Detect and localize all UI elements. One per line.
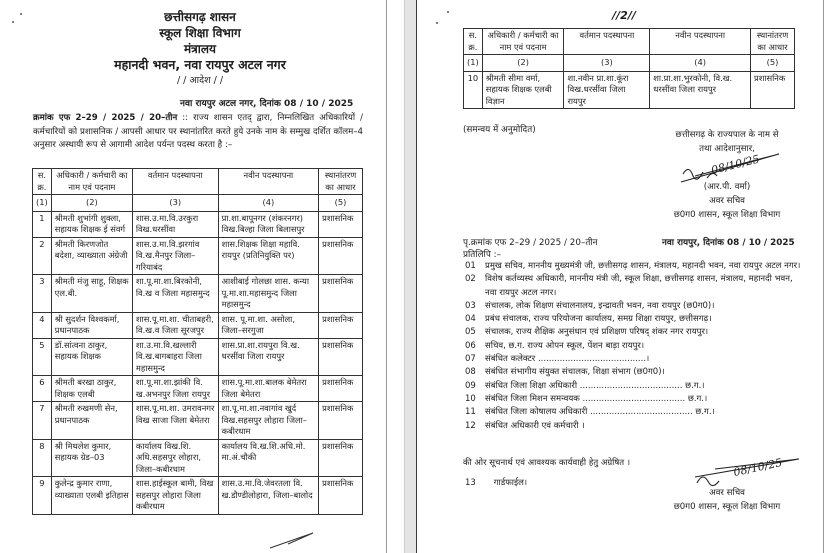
row-employee-name: श्रीमती रुखमणी सेन, प्रधानपाठक (51, 402, 132, 440)
row-current-posting: शा.पू.मा.शा.बिरकोनी, वि.ख व जिला महासमुन्द (132, 275, 218, 313)
table-header-row (33, 169, 363, 195)
row-current-posting: शास.पू.मा.शा. चीताबहरी, वि.ख.व जिला सूरजपुर (132, 312, 218, 338)
row-serial-number: 5 (33, 338, 52, 376)
row-employee-name: श्रीमती किरणजोत बदेशा, व्याख्याता अंग्रेजी (51, 237, 132, 275)
row-transfer-basis: प्रशासनिक (319, 402, 363, 440)
col-header-name: अधिकारी / कर्मचारी का नाम एवं पदनाम (482, 29, 564, 55)
copy-item-text: प्रमुख सचिव, माननीय मुख्यमंत्री जी, छत्तीसगढ़ शासन, मंत्रालय, महानदी भवन, नवा रायपुर अटल नगर। (485, 261, 801, 271)
letterhead (20, 0, 380, 90)
row-transfer-basis: प्रशासनिक (319, 211, 363, 237)
transfer-table-page2 (463, 28, 795, 109)
row-current-posting: शा.उ.मा.वि.खल्लारी वि.ख.बागबाहरा जिला महासमुन्द (132, 338, 218, 376)
table-row (33, 312, 363, 338)
row-transfer-basis: प्रशासनिक (319, 439, 363, 477)
row-serial-number: 10 (464, 71, 483, 109)
row-employee-name: कुलेन्द्र कुमार राणा, व्याख्याता एलबी इतिहास (51, 477, 132, 515)
copy-list-item (465, 353, 805, 366)
row-current-posting: शास.पू.मा.शा. उमरावनगर विख साजा जिला बेमेतरा (132, 402, 218, 440)
signatory-office: छ0ग0 शासन, स्कूल शिक्षा विभाग (673, 210, 781, 220)
row-serial-number: 3 (33, 275, 52, 313)
copy-item-text: संबंधित अधिकारी एवं कर्मचारी । (485, 420, 585, 431)
col-header-current-posting: वर्तमान पदस्थापना (564, 29, 650, 55)
row-new-posting: प्रा.शा.बापूनगर (शंकरनगर) विख.बिल्हा जिला बिलासपुर (218, 211, 318, 237)
copy-item-text: प्रबंध संचालक, राज्य परियोजना कार्यालय, समग्र शिक्षा रायपुर, छत्तीसगढ़। (485, 314, 712, 325)
table-row (33, 338, 363, 376)
col-header-new-posting: नवीन पदस्थापना (218, 169, 318, 195)
transfer-table-page1 (32, 168, 363, 515)
row-transfer-basis: प्रशासनिक (319, 477, 363, 515)
order-paragraph (33, 112, 363, 153)
copy-item-number: 06 (465, 340, 476, 351)
copy-list-item (465, 393, 805, 406)
col-header-sno: स. क्र. (33, 169, 52, 195)
approval-note: (समन्वय में अनुमोदित) (463, 125, 536, 135)
forwarding-note: की ओर सूचनार्थ एवं आवश्यक कार्यवाही हेतु अग्रेषित । (463, 458, 631, 468)
signature-date-handwriting: 08/10/25 (709, 152, 761, 177)
copy-list-item (465, 326, 805, 339)
row-current-posting: शास.उ.मा.वि.उरकुरा विख.धरसींवा (132, 211, 218, 237)
row-current-posting: शा.पू.मा.शा.झांकी वि. ख.अभनपुर जिला रायपुर (132, 376, 218, 402)
row-employee-name: श्रीमती मंजु साहू, शिक्षक एल.बी. (51, 275, 132, 313)
header-order-title: / / आदेश / / (176, 75, 224, 86)
copy-list-item (465, 273, 805, 300)
col-number: (5) (319, 195, 363, 212)
copy-list-item (465, 380, 805, 393)
copy-list-item (465, 340, 805, 353)
scan-speck (436, 22, 438, 24)
row-transfer-basis: प्रशासनिक (319, 275, 363, 313)
table-row (33, 402, 363, 440)
table-row (33, 237, 363, 275)
order-reference-number: क्रमांक एफ 2–29 / 2025 / 20–तीन (33, 113, 178, 123)
col-number: (2) (482, 55, 564, 72)
row-new-posting: शास.उ.मा.वि.जेवरतला वि. ख.डौण्डीलोहारा, जिला–बालोद (218, 477, 318, 515)
endorsement-date: नवा रायपुर, दिनांक 08 / 10 / 2025 (662, 238, 795, 248)
copy-list-item (465, 366, 805, 379)
copy-item-number: 11 (465, 407, 476, 418)
row-transfer-basis: प्रशासनिक (319, 376, 363, 402)
row-transfer-basis: प्रशासनिक (751, 71, 795, 109)
row-transfer-basis: प्रशासनिक (319, 338, 363, 376)
signatory-name: (आर.पी. वर्मा) (703, 182, 751, 192)
row-serial-number: 7 (33, 402, 52, 440)
row-new-posting: शास.पू.मा.शा.बालक बेमेतरा जिला बेमेतरा (218, 376, 318, 402)
copy-to-heading: प्रतिलिपि :– (463, 250, 501, 260)
signature-mark-fragment (268, 530, 318, 550)
copy-item-text: संबंधित कलेक्टर ........................................। (485, 354, 650, 365)
copy-item-number: 08 (465, 367, 476, 378)
copy-item-number: 05 (465, 327, 476, 338)
row-employee-name: डॉ.सांत्वना ठाकुर, सहायक शिक्षक (51, 338, 132, 376)
copy-item-number: 02 (465, 274, 476, 285)
row-serial-number: 9 (33, 477, 52, 515)
row-employee-name: श्रीमती शुभांगी शुक्ला, सहायक शिक्षक ई संवर्ग (51, 211, 132, 237)
row-employee-name: श्रीमती बरखा ठाकुर, शिक्षक एलबी (51, 376, 132, 402)
col-number: (4) (218, 195, 318, 212)
col-header-new-posting: नवीन पदस्थापना (650, 29, 751, 55)
column-number-row (464, 55, 795, 72)
page-number-marker: //2// (612, 9, 636, 22)
copy-item-text: संचालक, लोक शिक्षण संचालनालय, इन्द्रावती भवन, नवा रायपुर (छ0ग0)। (485, 300, 715, 311)
copy-item-text: सचिव, छ.ग. राज्य ओपन स्कूल, पेंशन बाड़ा रायपुर। (485, 340, 645, 351)
row-employee-name: श्री सुदर्शन विश्वकर्मा, प्रधानपाठक (51, 312, 132, 338)
col-number: (5) (751, 55, 795, 72)
row-new-posting: शा.पू.मा.शा.नवागांव खुर्द विख.सहसपुर लोहारा जिला–कबीरधाम (218, 402, 318, 440)
row-transfer-basis: प्रशासनिक (319, 312, 363, 338)
copy-item-number: 03 (465, 300, 476, 311)
document-page-2 (417, 0, 831, 553)
row-serial-number: 1 (33, 211, 52, 237)
header-address: महानदी भवन, नवा रायपुर अटल नगर (114, 57, 286, 72)
row-new-posting: शास.प्रा.शा.रायपुरा वि.ख. धरसींवा जिला रायपुर (218, 338, 318, 376)
col-header-basis: स्थानांतरण का आधार (751, 29, 795, 55)
row-serial-number: 2 (33, 237, 52, 275)
copy-item-number: 04 (465, 314, 476, 325)
order-date-line: नवा रायपुर अटल नगर, दिनांक 08 / 10 / 2025 (180, 99, 354, 109)
row-employee-name: श्रीमती सीमा वर्मा, सहायक शिक्षक एलबी विज्ञान (482, 71, 564, 109)
copy-item-number: 01 (465, 261, 476, 271)
col-header-sno: स. क्र. (464, 29, 483, 55)
col-number: (4) (650, 55, 751, 72)
row-new-posting: कार्यालय वि.ख.शि.अधि.मो. मा.अं.चौकी (218, 439, 318, 477)
row-serial-number: 8 (33, 439, 52, 477)
col-number: (3) (132, 195, 218, 212)
row-new-posting: शा.प्रा.शा.भुरकोनी, वि.ख. धरसींवा जिला रायपुर (650, 71, 751, 109)
table-row (33, 477, 363, 515)
copy-item-number: 10 (465, 393, 476, 404)
copy-list-item (465, 260, 805, 273)
signature-date-handwriting: 08/10/25 (732, 456, 784, 479)
row-employee-name: श्री मिथलेश कुमार, सहायक ग्रेड–03 (51, 439, 132, 477)
copy-item-text: संबंधित संभागीय संयुक्त संचालक, शिक्षा संभाग (छ0ग0)। (485, 367, 665, 378)
row-serial-number: 6 (33, 376, 52, 402)
copy-list-item (465, 313, 805, 326)
signatory-designation: अवर सचिव (709, 488, 745, 498)
copy-list-item (465, 406, 805, 419)
signatory-designation: अवर सचिव (709, 196, 745, 206)
table-row (33, 275, 363, 313)
copy-item-text: संबंधित जिला कोषालय अधिकारी ...................................... छ.ग.। (485, 407, 715, 418)
col-number: (3) (564, 55, 650, 72)
col-number: (2) (51, 195, 132, 212)
row-new-posting: शास. पू.मा.शा. असोला, जिला–सरगुजा (218, 312, 318, 338)
signature-authority-line1: छत्तीसगढ़ के राज्यपाल के नाम से (675, 130, 779, 140)
copy-list-item (465, 477, 527, 488)
row-new-posting: शास.शिक्षक शिक्षा महावि. रायपुर (प्रतिनियुक्ति पर) (218, 237, 318, 275)
col-header-name: अधिकारी / कर्मचारी का नाम एवं पदनाम (51, 169, 132, 195)
copy-item-number: 13 (465, 478, 476, 488)
col-number: (1) (33, 195, 52, 212)
document-page-1 (0, 0, 387, 553)
row-current-posting: शास.हाईस्कूल बामी, विख सहसपुर लोहारा जिला कबीरधाम (132, 477, 218, 515)
column-number-row (33, 195, 363, 212)
col-header-current-posting: वर्तमान पदस्थापना (132, 169, 218, 195)
endorsement-reference: पृ.क्रमांक एफ 2–29 / 2025 / 20–तीन (463, 238, 598, 248)
copy-item-text: संबंधित जिला मिशन समन्वयक ...................................... छ.ग.। (485, 393, 708, 404)
row-transfer-basis: प्रशासनिक (319, 237, 363, 275)
row-current-posting: कार्यालय विख.शि. अधि.सहसपुर लोहारा, जिला–कबीरधाम (132, 439, 218, 477)
copy-item-text: संबंधित जिला शिक्षा अधिकारी ...................................... छ.ग.। (485, 380, 705, 391)
copy-item-number: 07 (465, 354, 476, 365)
header-department: स्कूल शिक्षा विभाग (159, 26, 241, 40)
header-government: छत्तीसगढ़ शासन (164, 10, 236, 24)
copy-list-item (465, 300, 805, 313)
table-row (33, 439, 363, 477)
col-number: (1) (464, 55, 483, 72)
copy-item-text: गार्डफाईल। (493, 478, 528, 488)
row-current-posting: शास.उ.मा.वि.झरगांव वि.ख.मैनपुर जिला–गरियाबंद (132, 237, 218, 275)
row-serial-number: 4 (33, 312, 52, 338)
header-ministry: मंत्रालय (183, 42, 216, 56)
table-row (33, 376, 363, 402)
copy-recipient-list (465, 260, 805, 433)
page-edge (823, 0, 824, 553)
copy-list-item (465, 420, 805, 433)
scan-speck (12, 21, 14, 23)
table-row (464, 71, 795, 109)
row-new-posting: आशीबाई गोलछा शास. कन्या पू.मा.शा.महासमुन्द जिला महासमुन्द (218, 275, 318, 313)
signature-authority-line2: तथा आदेशानुसार, (699, 144, 755, 154)
signatory-office: छ0ग0 शासन, स्कूल शिक्षा विभाग (673, 502, 781, 512)
copy-item-number: 09 (465, 380, 476, 391)
copy-item-number: 12 (465, 420, 476, 431)
table-row (33, 211, 363, 237)
row-current-posting: शा.नवीन प्रा.शा.कूंरा विख.धरसींवा जिला रायपुर (564, 71, 650, 109)
col-header-basis: स्थानांतरण का आधार (319, 169, 363, 195)
order-body-text: :: राज्य शासन एतद् द्वारा, निम्नलिखित अधिकारियों / कर्मचारियों को प्रशासनिक / आपसी आधार पर स्थानांतरित करते हुये उनके नाम के सम्मुख दर्शित कॉलम–4 अनुसार अस्थायी रूप से आगामी आदेश पर्यन्त पदस्थ करता है :– (33, 113, 364, 150)
copy-item-text: विशेष कर्तव्यस्थ अधिकारी, माननीय मंत्री जी, स्कूल शिक्षा, छत्तीसगढ़ शासन, मंत्रालय, महानदी भवन, नवा रायपुर अटल नगर। (485, 274, 793, 298)
table-header-row (464, 29, 795, 55)
copy-item-text: संचालक, राज्य शैक्षिक अनुसंधान एवं प्रशिक्षण परिषद् शंकर नगर रायपुर। (485, 327, 709, 338)
